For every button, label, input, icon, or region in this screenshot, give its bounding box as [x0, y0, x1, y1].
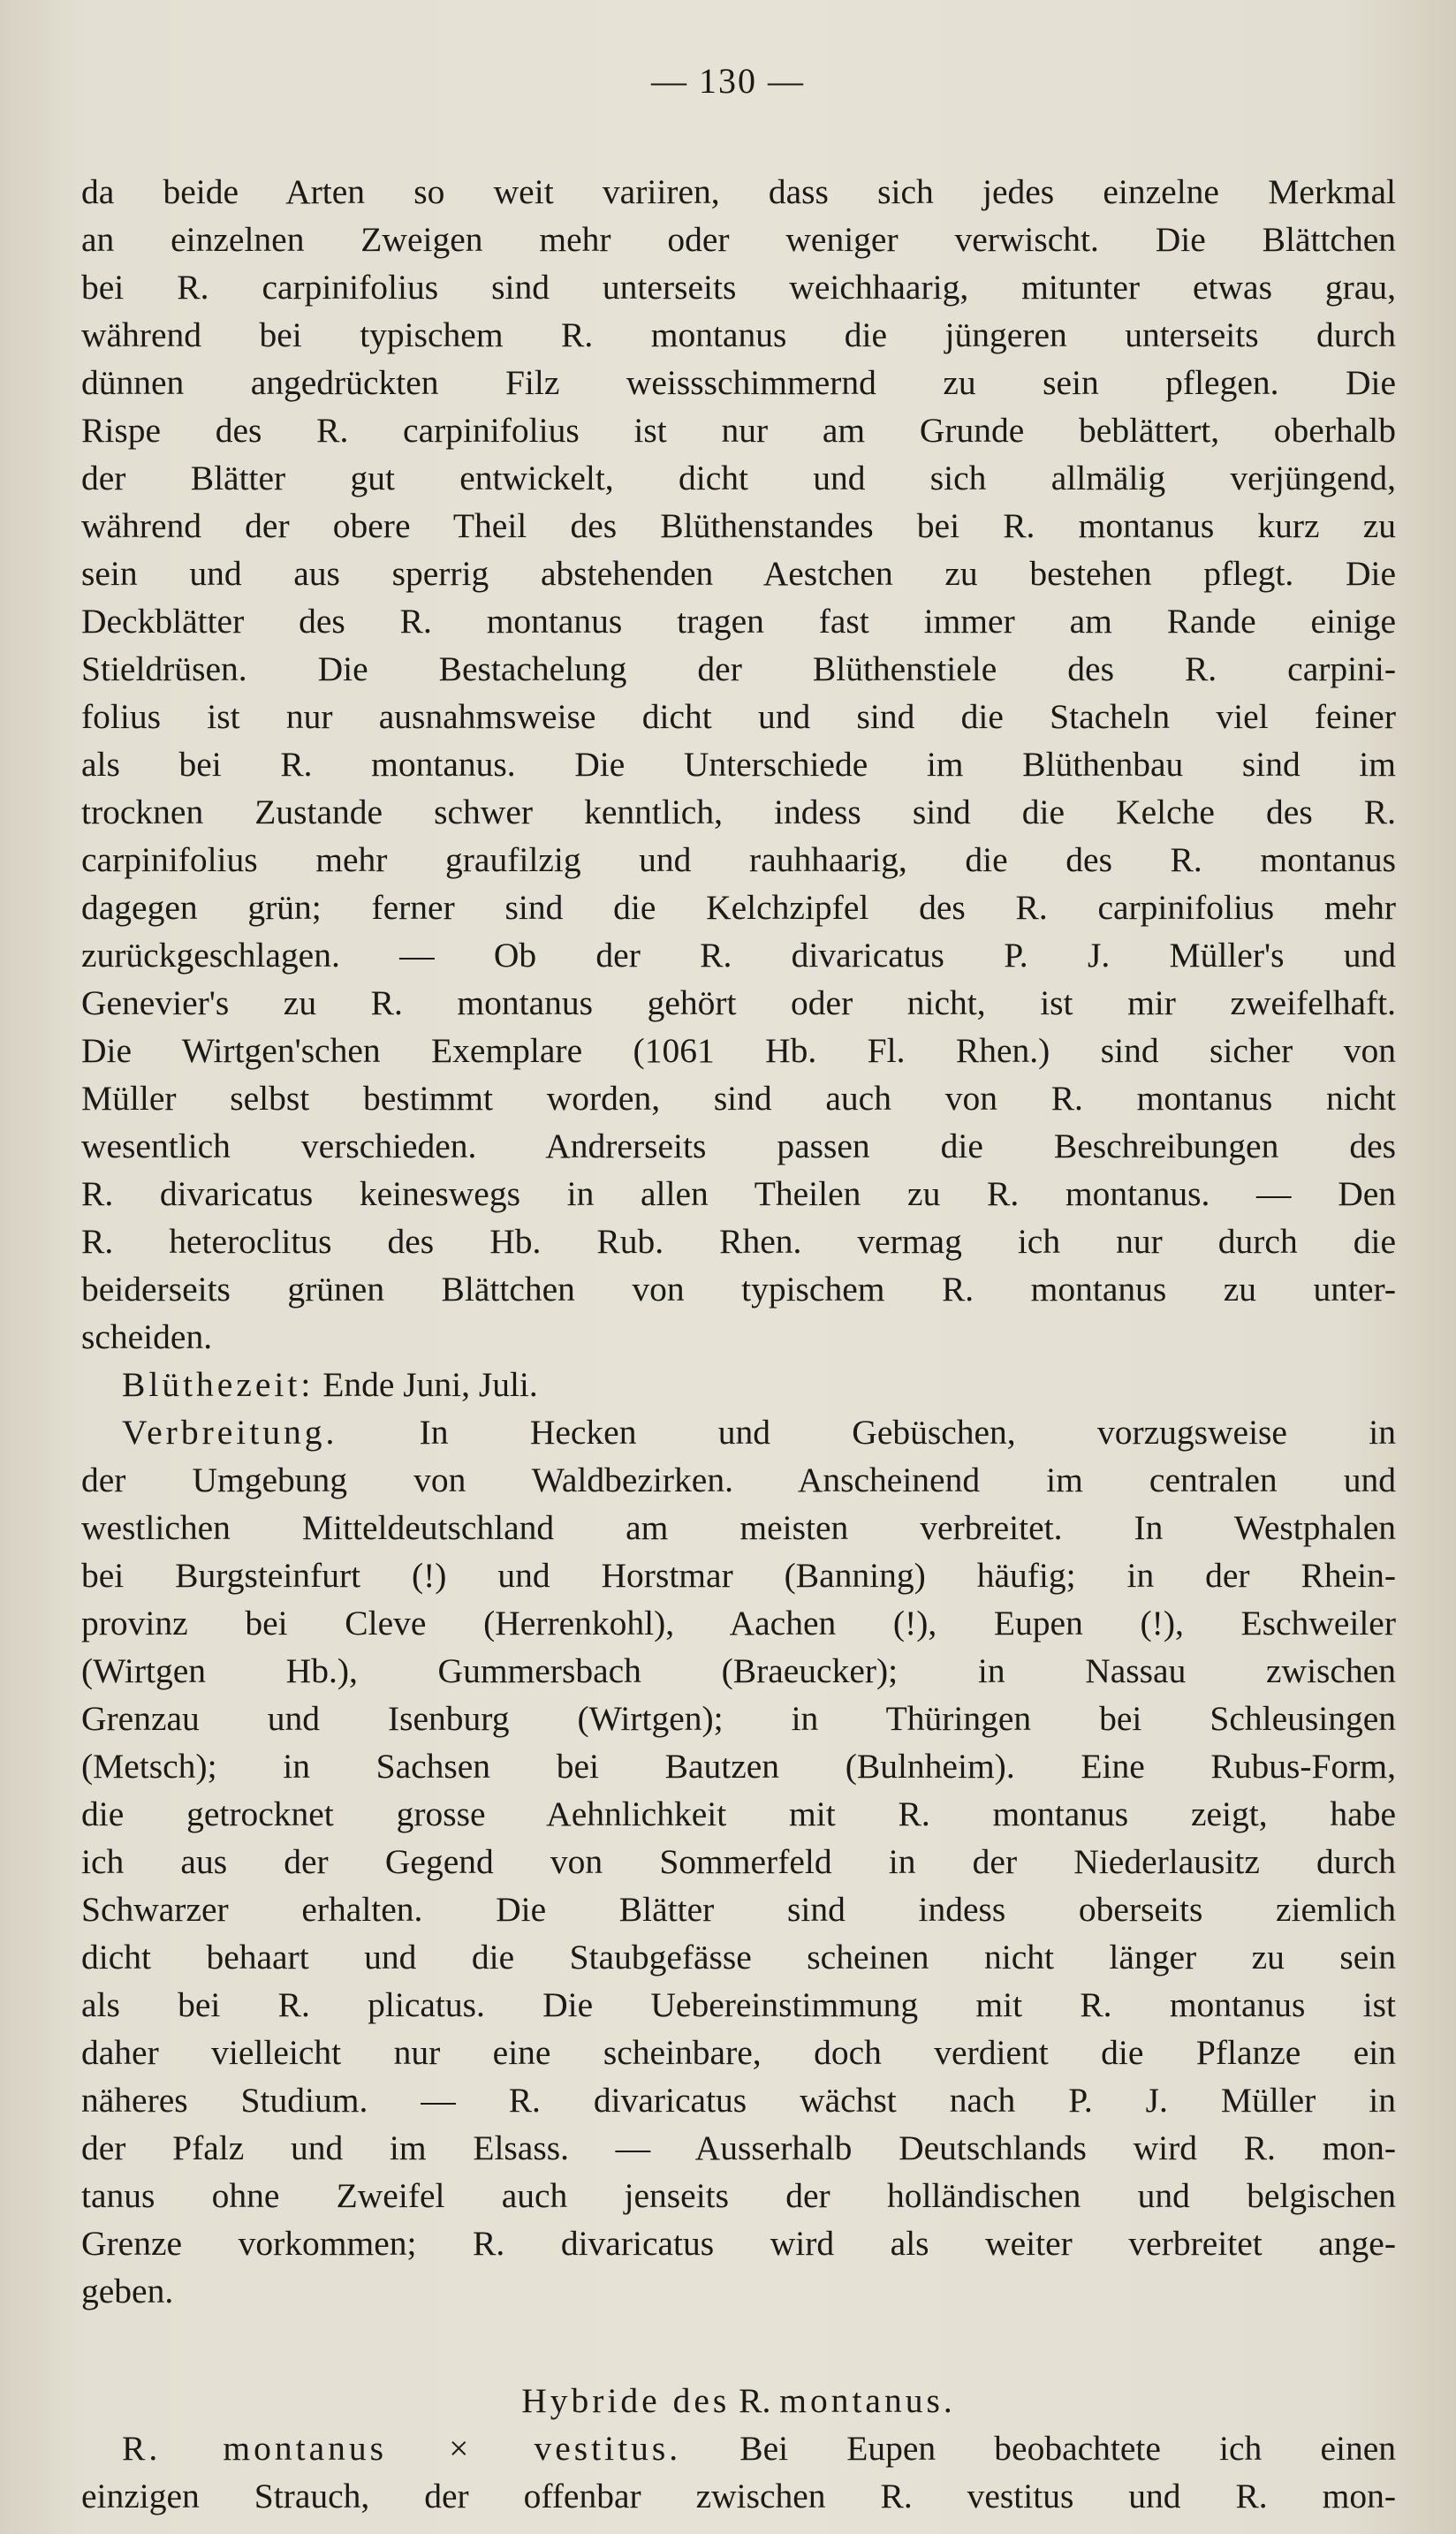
text-line: dicht behaart und die Staubgefässe scheinen nicht länger zu sein [81, 1938, 1396, 1976]
text-line: der Pfalz und im Elsass. — Ausserhalb Deutschlands wird R. mon- [81, 2128, 1396, 2167]
hybrid-text: Bei Eupen beobachtete ich einen [681, 2429, 1396, 2468]
text-line: Schwarzer erhalten. Die Blätter sind indess oberseits ziemlich [81, 1890, 1396, 1929]
verbreitung-text: In Hecken und Gebüschen, vorzugsweise in [337, 1413, 1396, 1452]
paragraph-distribution [81, 1456, 1396, 2315]
text-line: wesentlich verschieden. Andrerseits passen die Beschreibungen des [81, 1127, 1396, 1165]
text-line: geben. [81, 2272, 174, 2310]
text-line: die getrocknet grosse Aehnlichkeit mit R. montanus zeigt, habe [81, 1794, 1396, 1833]
text-line: daher vielleicht nur eine scheinbare, doch verdient die Pflanze ein [81, 2033, 1396, 2072]
text-line: der Umgebung von Waldbezirken. Anscheinend im centralen und [81, 1460, 1396, 1499]
text-line: Stieldrüsen. Die Bestachelung der Blüthenstiele des R. carpini- [81, 649, 1396, 688]
section-heading [81, 2377, 1396, 2424]
bluethezeit-line [81, 1361, 1396, 1408]
text-line: als bei R. montanus. Die Unterschiede im Blüthenbau sind im [81, 745, 1396, 784]
heading-part-3: montanus. [779, 2381, 956, 2420]
text-line: an einzelnen Zweigen mehr oder weniger verwischt. Die Blättchen [81, 220, 1396, 259]
hybrid-line-2: einzigen Strauch, der offenbar zwischen R. vestitus und R. mon- [81, 2477, 1396, 2515]
heading-part-1: Hybride des [521, 2381, 731, 2420]
text-line: Grenze vorkommen; R. divaricatus wird als weiter verbreitet ange- [81, 2224, 1396, 2263]
bluethezeit-text: Ende Juni, Juli. [314, 1365, 538, 1404]
text-line: beiderseits grünen Blättchen von typischem R. montanus zu unter- [81, 1270, 1396, 1309]
text-line: bei Burgsteinfurt (!) und Horstmar (Banning) häufig; in der Rhein- [81, 1556, 1396, 1595]
text-line: R. divaricatus keineswegs in allen Theilen zu R. montanus. — Den [81, 1174, 1396, 1213]
verbreitung-label: Verbreitung. [122, 1413, 338, 1452]
hybrid-line [81, 2424, 1396, 2472]
page-number: — 130 — [651, 61, 805, 101]
verbreitung-line [81, 1408, 1396, 1456]
text-line: Müller selbst bestimmt worden, sind auch von R. montanus nicht [81, 1079, 1396, 1118]
text-line: der Blätter gut entwickelt, dicht und sich allmälig verjüngend, [81, 459, 1396, 497]
text-line: dünnen angedrückten Filz weissschimmernd zu sein pflegen. Die [81, 363, 1396, 402]
text-line: als bei R. plicatus. Die Uebereinstimmung mit R. montanus ist [81, 1985, 1396, 2024]
text-line: dagegen grün; ferner sind die Kelchzipfel des R. carpinifolius mehr [81, 888, 1396, 927]
text-line: Genevier's zu R. montanus gehört oder nicht, ist mir zweifelhaft. [81, 983, 1396, 1022]
text-line: sein und aus sperrig abstehenden Aestchen zu bestehen pflegt. Die [81, 554, 1396, 593]
text-line: zurückgeschlagen. — Ob der R. divaricatus P. J. Müller's und [81, 936, 1396, 975]
hybrid-label: R. montanus × vestitus. [122, 2429, 682, 2468]
bluethezeit-label: Blüthezeit: [122, 1365, 315, 1404]
text-line: Deckblätter des R. montanus tragen fast immer am Rande einige [81, 602, 1396, 641]
text-line: R. heteroclitus des Hb. Rub. Rhen. vermag ich nur durch die [81, 1222, 1396, 1261]
heading-part-2: R. [730, 2381, 780, 2420]
text-line: scheiden. [81, 1317, 213, 1356]
text-line: (Metsch); in Sachsen bei Bautzen (Bulnheim). Eine Rubus-Form, [81, 1747, 1396, 1786]
text-line: da beide Arten so weit variiren, dass sich jedes einzelne Merkmal [81, 172, 1396, 211]
text-line: westlichen Mitteldeutschland am meisten verbreitet. In Westphalen [81, 1508, 1396, 1547]
text-line: tanus ohne Zweifel auch jenseits der holländischen und belgischen [81, 2176, 1396, 2215]
text-line: näheres Studium. — R. divaricatus wächst nach P. J. Müller in [81, 2081, 1396, 2120]
text-line: Die Wirtgen'schen Exemplare (1061 Hb. Fl. Rhen.) sind sicher von [81, 1031, 1396, 1070]
text-line: trocknen Zustande schwer kenntlich, indess sind die Kelche des R. [81, 793, 1396, 831]
text-line: während der obere Theil des Blüthenstandes bei R. montanus kurz zu [81, 506, 1396, 545]
text-line: carpinifolius mehr graufilzig und rauhhaarig, die des R. montanus [81, 840, 1396, 879]
text-line: provinz bei Cleve (Herrenkohl), Aachen (!), Eupen (!), Eschweiler [81, 1604, 1396, 1643]
text-line: Grenzau und Isenburg (Wirtgen); in Thüringen bei Schleusingen [81, 1699, 1396, 1738]
paragraph-description [81, 168, 1396, 1361]
text-line: bei R. carpinifolius sind unterseits weichhaarig, mitunter etwas grau, [81, 268, 1396, 307]
page-body [81, 168, 1396, 2520]
text-line: während bei typischem R. montanus die jüngeren unterseits durch [81, 315, 1396, 354]
text-line: ich aus der Gegend von Sommerfeld in der Niederlausitz durch [81, 1842, 1396, 1881]
text-line: Rispe des R. carpinifolius ist nur am Grunde beblättert, oberhalb [81, 411, 1396, 450]
text-line: folius ist nur ausnahmsweise dicht und sind die Stacheln viel feiner [81, 697, 1396, 736]
text-line: (Wirtgen Hb.), Gummersbach (Braeucker); in Nassau zwischen [81, 1651, 1396, 1690]
